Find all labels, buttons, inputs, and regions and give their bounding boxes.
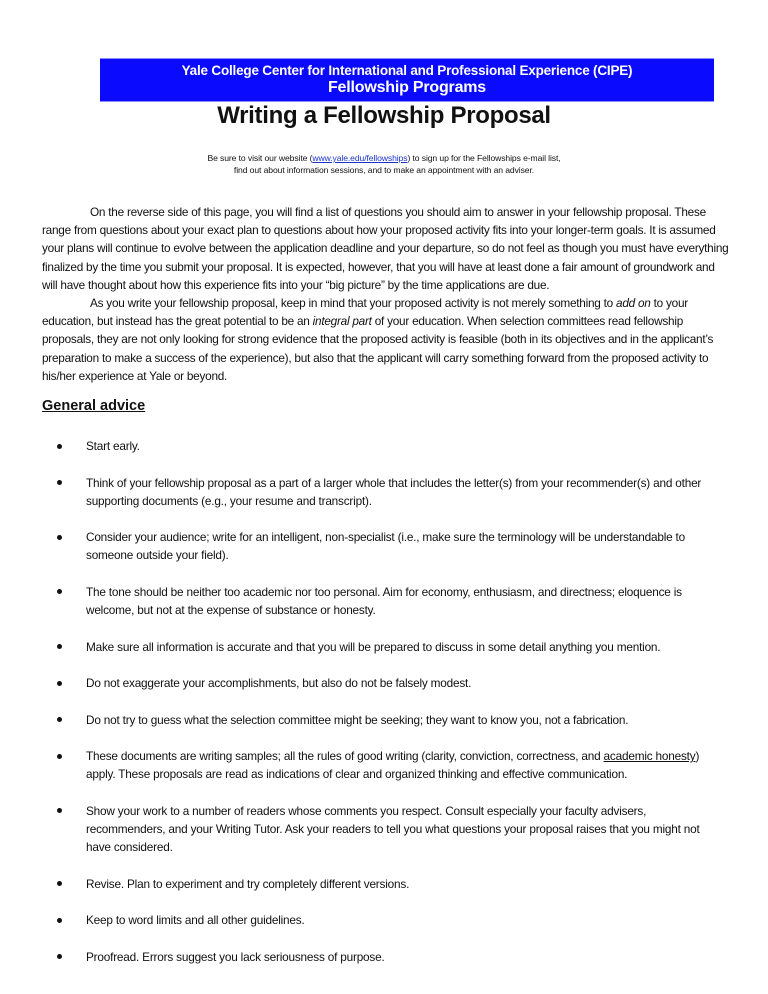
fellowships-website-link[interactable]: www.yale.edu/fellowships	[312, 153, 408, 163]
bullet-icon	[57, 535, 62, 540]
advice-item	[42, 711, 722, 729]
advice-item	[42, 437, 722, 455]
bullet-icon	[57, 954, 62, 959]
advice-item	[42, 638, 722, 656]
text-segment: Think of your fellowship proposal as a part of a larger whole that includes the letter(s) from your recommender(s) and other supporting documents (e.g., your resume and transcript).	[86, 475, 702, 508]
text-segment: ) apply. These proposals are read as indications of clear and organized thinking and effective communication.	[86, 749, 700, 782]
advice-item	[42, 528, 722, 564]
text-segment: These documents are writing samples; all the rules of good writing (clarity, conviction, correctness, and	[86, 749, 604, 764]
bullet-icon	[57, 644, 62, 649]
website-note-text: Be sure to visit our website (	[207, 153, 313, 163]
italic-text: integral part	[312, 314, 372, 329]
text-segment: Start early.	[86, 439, 140, 453]
italic-text: add on	[616, 296, 651, 311]
bullet-icon	[57, 589, 62, 594]
text-segment: The tone should be neither too academic nor too personal. Aim for economy, enthusiasm, and directness; eloquence is welcome, but not at the expense of substance or honesty.	[86, 584, 682, 618]
text-segment: to your education, but instead has the great potential to be an	[42, 296, 688, 329]
text-segment: Proofread. Errors suggest you lack seriousness of purpose.	[86, 949, 385, 964]
bullet-icon	[57, 444, 62, 449]
advice-item	[42, 802, 722, 857]
website-note-text: ) to sign up for the Fellowships e-mail list,	[407, 153, 561, 163]
general-advice-list	[42, 437, 722, 984]
bullet-icon	[57, 754, 62, 759]
cipe-banner	[100, 58, 714, 102]
text-segment: Do not try to guess what the selection committee might be seeking; they want to know you, not a fabrication.	[86, 712, 629, 727]
advice-item	[42, 911, 722, 929]
advice-item	[42, 474, 722, 510]
page-title: Writing a Fellowship Proposal	[217, 102, 551, 129]
text-segment: On the reverse side of this page, you will find a list of questions you should aim to answer in your fellowship proposal. These range from questions about your exact plan to questions about how your proposed activity fits into your longer-term goals. It is assumed your plans will continue to evolve between the application deadline and your departure, so do not feel as though you must have everything finalized by the time you submit your proposal. It is expected, however, that you will have at least done a fair amount of groundwork and will have thought about how this experience fits into your “big picture” by the time applications are due.	[42, 205, 729, 292]
advice-item	[42, 948, 722, 966]
general-advice-heading: General advice	[42, 398, 146, 414]
text-segment: Make sure all information is accurate and that you will be prepared to discuss in some detail anything you mention.	[86, 639, 661, 654]
text-segment: Keep to word limits and all other guidelines.	[86, 913, 305, 928]
text-segment: Do not exaggerate your accomplishments, but also do not be falsely modest.	[86, 676, 472, 691]
advice-item	[42, 747, 722, 783]
intro-paragraph	[42, 203, 730, 294]
underlined-text: academic honesty	[603, 749, 696, 764]
website-note	[0, 152, 768, 176]
advice-item	[42, 583, 722, 619]
banner-program-name: Fellowship Programs	[327, 79, 486, 96]
text-segment: As you write your fellowship proposal, keep in mind that your proposed activity is not merely something to	[90, 296, 617, 311]
bullet-icon	[57, 918, 62, 923]
intro-section	[42, 203, 730, 385]
bullet-icon	[57, 881, 62, 886]
intro-paragraph	[42, 294, 730, 385]
advice-item	[42, 875, 722, 893]
advice-item	[42, 674, 722, 692]
website-note-text: find out about information sessions, and to make an appointment with an adviser.	[233, 165, 535, 175]
banner-org-name: Yale College Center for International and Professional Experience (CIPE)	[181, 63, 633, 78]
bullet-icon	[57, 808, 62, 813]
bullet-icon	[57, 717, 62, 722]
bullet-icon	[57, 480, 62, 485]
text-segment: Consider your audience; write for an intelligent, non-specialist (i.e., make sure the terminology will be understandable to someone outside your field).	[86, 530, 685, 563]
text-segment: of your education. When selection committees read fellowship proposals, they are not only looking for strong evidence that the proposed activity is feasible (both in its objectives and in the applicant’s preparation to make a success of the experience), but also that the applicant will carry something forward from the proposed activity to his/her experience at Yale or beyond.	[42, 314, 714, 383]
bullet-icon	[57, 681, 62, 686]
text-segment: Show your work to a number of readers whose comments you respect. Consult especially your faculty advisers, recommenders, and your Writing Tutor. Ask your readers to tell you what questions your proposal raises that you might not have considered.	[86, 803, 700, 855]
text-segment: Revise. Plan to experiment and try completely different versions.	[86, 876, 410, 891]
